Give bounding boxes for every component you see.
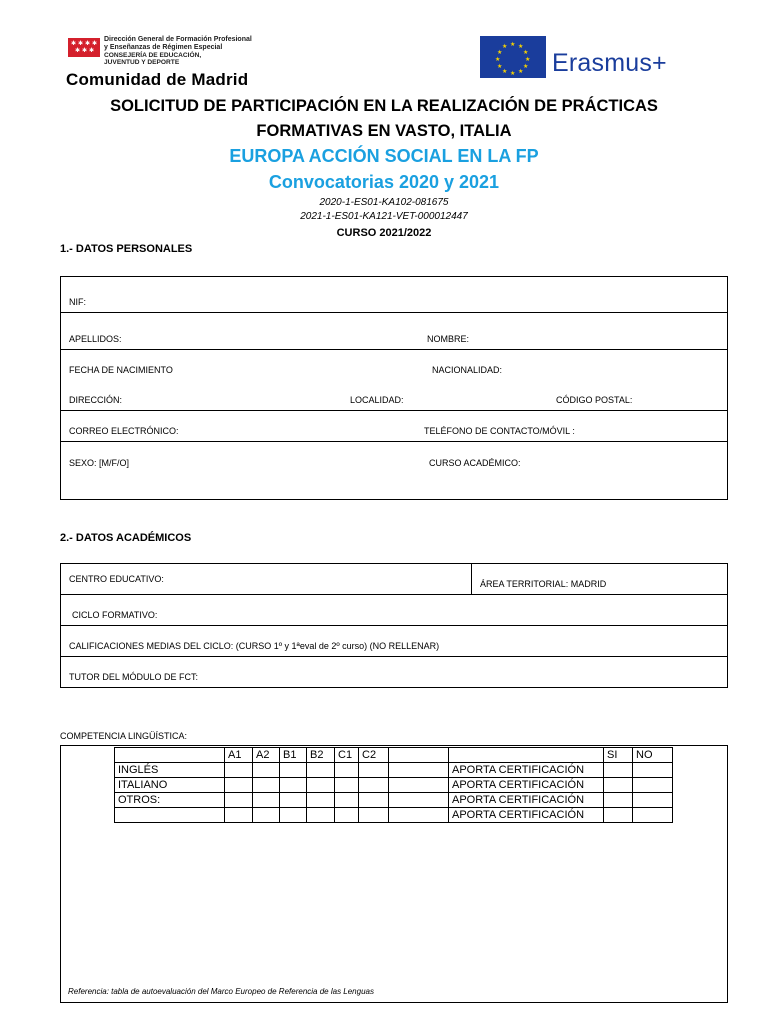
column-divider [471,564,472,594]
calificaciones-field: CALIFICACIONES MEDIAS DEL CICLO: (CURSO 1º y 1ªeval de 2º curso) (NO RELLENAR) [69,641,440,651]
language-heading: COMPETENCIA LINGÜÍSTICA: [60,731,188,741]
level-cell[interactable] [335,793,359,808]
certification-label: APORTA CERTIFICACIÓN [449,763,604,778]
madrid-name: Comunidad de Madrid [66,70,249,89]
correo-field[interactable]: CORREO ELECTRÓNICO: [69,426,179,436]
row-divider [61,349,727,350]
no-header: NO [633,748,673,763]
localidad-field[interactable]: LOCALIDAD: [350,395,404,405]
curso-academico-field[interactable]: CURSO ACADÉMICO: [429,458,521,468]
language-name: INGLÉS [115,763,225,778]
row-divider [61,594,727,595]
row-divider [61,625,727,626]
codigo-postal-field[interactable]: CÓDIGO POSTAL: [556,395,633,405]
level-cell[interactable] [280,793,307,808]
certification-label: APORTA CERTIFICACIÓN [449,808,604,823]
si-header: SI [604,748,633,763]
language-table [114,747,673,823]
level-cell[interactable] [359,808,389,823]
fecha-nacimiento-field[interactable]: FECHA DE NACIMIENTO [69,365,173,375]
no-cell[interactable] [633,778,673,793]
level-cell[interactable] [253,778,280,793]
table-row [115,763,673,778]
language-name: ITALIANO [115,778,225,793]
form-title-line2: FORMATIVAS EN VASTO, ITALIA [256,122,512,140]
madrid-flag-icon: ✱ ✱ ✱ ✱ ✱ ✱ ✱ [68,38,100,57]
no-cell[interactable] [633,763,673,778]
level-cell[interactable] [307,763,335,778]
language-name[interactable] [115,808,225,823]
si-cell[interactable] [604,793,633,808]
level-b2: B2 [307,748,335,763]
level-cell[interactable] [335,778,359,793]
madrid-consejeria-line2: JUVENTUD Y DEPORTE [104,59,180,66]
level-cell[interactable] [280,808,307,823]
level-a1: A1 [225,748,253,763]
table-header-row [115,748,673,763]
level-cell[interactable] [359,778,389,793]
nacionalidad-field[interactable]: NACIONALIDAD: [432,365,503,375]
ciclo-formativo-field[interactable]: CICLO FORMATIVO: [72,610,158,620]
course-year: CURSO 2021/2022 [336,227,432,239]
area-territorial-field[interactable]: ÁREA TERRITORIAL: MADRID [480,579,607,589]
si-cell[interactable] [604,808,633,823]
level-cell[interactable] [307,808,335,823]
table-row [115,778,673,793]
si-cell[interactable] [604,763,633,778]
row-divider [61,441,727,442]
row-divider [61,312,727,313]
certification-label: APORTA CERTIFICACIÓN [449,793,604,808]
level-cell[interactable] [225,778,253,793]
level-cell[interactable] [253,808,280,823]
level-cell[interactable] [359,763,389,778]
project-code-2020: 2020-1-ES01-KA102-081675 [319,197,449,208]
sexo-field[interactable]: SEXO: [M/F/O] [69,458,130,468]
level-cell[interactable] [280,778,307,793]
level-cell[interactable] [280,763,307,778]
row-divider [61,656,727,657]
level-c1: C1 [335,748,359,763]
reference-note: Referencia: tabla de autoevaluación del Marco Europeo de Referencia de las Lenguas [68,987,374,996]
level-c2: C2 [359,748,389,763]
no-cell[interactable] [633,793,673,808]
level-cell[interactable] [307,793,335,808]
level-cell[interactable] [253,763,280,778]
madrid-consejeria-line1: CONSEJERÍA DE EDUCACIÓN, [104,52,202,59]
program-title: EUROPA ACCIÓN SOCIAL EN LA FP [229,146,539,166]
comunidad-madrid-logo [64,34,294,94]
table-row [115,793,673,808]
level-cell[interactable] [335,808,359,823]
telefono-field[interactable]: TELÉFONO DE CONTACTO/MÓVIL : [424,426,575,436]
level-cell[interactable] [359,793,389,808]
level-cell[interactable] [225,793,253,808]
certification-label: APORTA CERTIFICACIÓN [449,778,604,793]
language-name: OTROS: [115,793,225,808]
apellidos-field[interactable]: APELLIDOS: [69,334,122,344]
section-academic-heading: 2.- DATOS ACADÉMICOS [60,532,192,544]
tutor-fct-field[interactable]: TUTOR DEL MÓDULO DE FCT: [69,672,199,682]
level-a2: A2 [253,748,280,763]
direccion-field[interactable]: DIRECCIÓN: [69,395,123,405]
form-title-line1: SOLICITUD DE PARTICIPACIÓN EN LA REALIZACIÓN DE PRÁCTICAS [110,97,658,115]
madrid-dg-line1: Dirección General de Formación Profesional [104,36,252,43]
erasmus-plus-logo-text: Erasmus+ [552,49,667,77]
academic-data-box [60,563,728,688]
level-cell[interactable] [335,763,359,778]
level-cell[interactable] [225,763,253,778]
section-personal-heading: 1.- DATOS PERSONALES [60,243,193,255]
nombre-field[interactable]: NOMBRE: [427,334,470,344]
convocatorias-title: Convocatorias 2020 y 2021 [268,172,500,192]
no-cell[interactable] [633,808,673,823]
project-code-2021: 2021-1-ES01-KA121-VET-000012447 [300,211,468,222]
table-row [115,808,673,823]
personal-data-box [60,276,728,500]
eu-flag-icon: ★ ★ ★ ★ ★ ★ ★ ★ ★ ★ ★ ★ [480,36,546,78]
level-b1: B1 [280,748,307,763]
centro-educativo-field[interactable]: CENTRO EDUCATIVO: [69,574,164,584]
nif-field[interactable]: NIF: [69,297,86,307]
level-cell[interactable] [225,808,253,823]
row-divider [61,410,727,411]
level-cell[interactable] [253,793,280,808]
si-cell[interactable] [604,778,633,793]
level-cell[interactable] [307,778,335,793]
madrid-dg-line2: y Enseñanzas de Régimen Especial [104,43,223,51]
